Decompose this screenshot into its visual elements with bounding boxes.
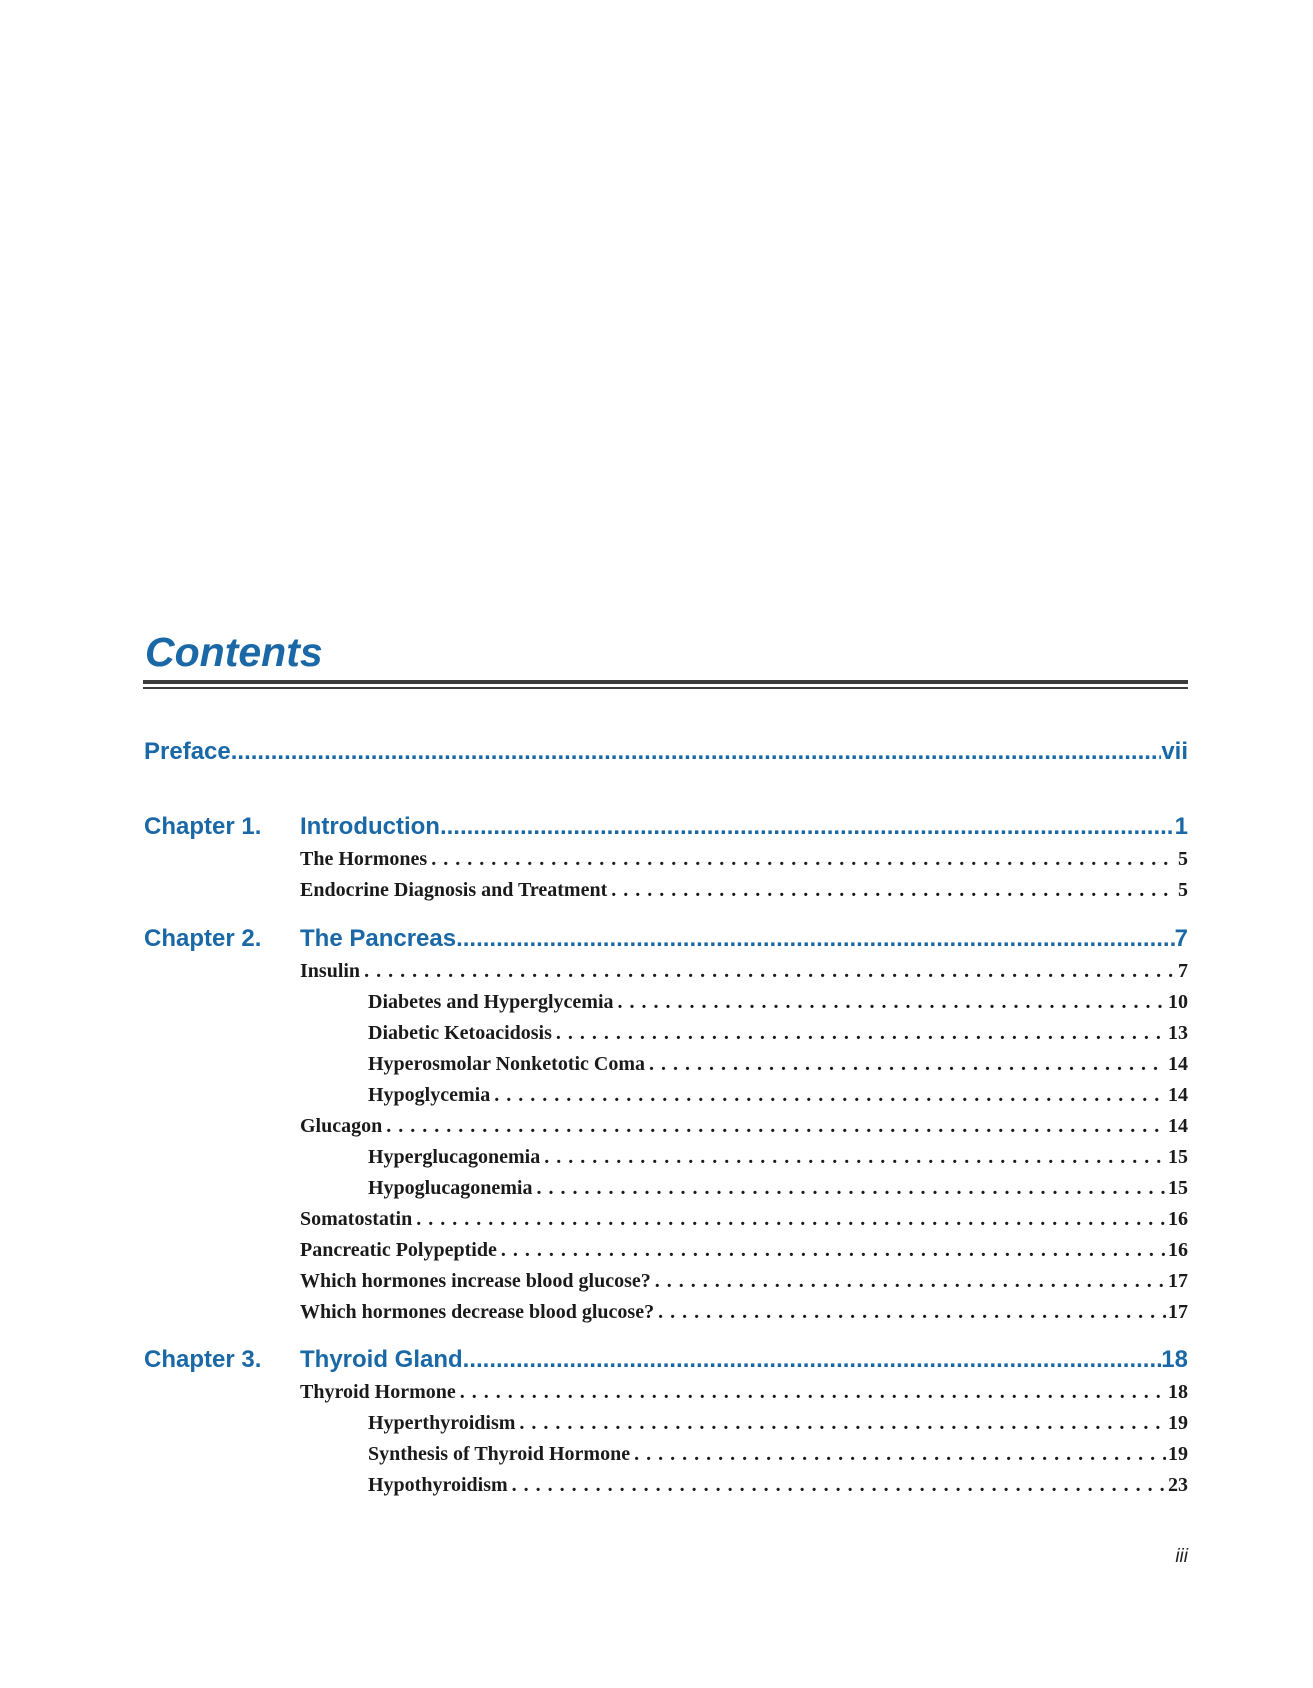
dot-leader (519, 1410, 1166, 1436)
toc-chapter-1[interactable] (300, 812, 1188, 842)
dot-leader (431, 846, 1176, 872)
dot-leader (501, 1237, 1166, 1263)
chapter-2-page: 7 (1174, 925, 1188, 952)
dot-leader (416, 1206, 1166, 1232)
toc-entry-page: 15 (1168, 1146, 1188, 1168)
toc-entry[interactable] (300, 1113, 1188, 1139)
toc-entry-label: Pancreatic Polypeptide (300, 1239, 497, 1261)
toc-entry-page: 19 (1168, 1443, 1188, 1465)
page-title: Contents (145, 629, 323, 675)
dot-leader (634, 1441, 1166, 1467)
toc-entry[interactable] (300, 846, 1188, 872)
toc-entry-page: 15 (1168, 1177, 1188, 1199)
chapter-3-number: Chapter 3. (144, 1346, 262, 1373)
toc-entry-label: Hypoglycemia (368, 1084, 491, 1106)
toc-entry-label: Thyroid Hormone (300, 1381, 456, 1403)
toc-entry[interactable] (368, 1082, 1188, 1108)
toc-entry-page: 5 (1178, 848, 1188, 870)
chapter-1-page: 1 (1174, 813, 1188, 840)
toc-entry[interactable] (300, 1299, 1188, 1325)
toc-preface-label: Preface (144, 738, 231, 765)
toc-entry[interactable] (368, 1051, 1188, 1077)
toc-entry[interactable] (368, 1472, 1188, 1498)
toc-entry[interactable] (300, 1206, 1188, 1232)
toc-entry[interactable] (368, 1020, 1188, 1046)
toc-entry[interactable] (368, 1441, 1188, 1467)
chapter-1-title: Introduction (300, 813, 440, 840)
toc-entry[interactable] (300, 1268, 1188, 1294)
dot-leader (440, 812, 1175, 842)
dot-leader (658, 1299, 1166, 1325)
dot-leader (544, 1144, 1166, 1170)
toc-entry-page: 14 (1168, 1053, 1188, 1075)
toc-entry-label: Hypothyroidism (368, 1474, 508, 1496)
toc-entry[interactable] (300, 877, 1188, 903)
dot-leader (556, 1020, 1166, 1046)
chapter-3-title: Thyroid Gland (300, 1346, 463, 1373)
toc-entry-label: Glucagon (300, 1115, 383, 1137)
toc-entry-label: Synthesis of Thyroid Hormone (368, 1443, 631, 1465)
toc-entry[interactable] (368, 989, 1188, 1015)
toc-entry-page: 18 (1168, 1381, 1188, 1403)
chapter-2-title: The Pancreas (300, 925, 457, 952)
toc-entry-label: Somatostatin (300, 1208, 413, 1230)
toc-preface-page: vii (1161, 738, 1188, 765)
toc-entry-label: Diabetic Ketoacidosis (368, 1022, 552, 1044)
toc-entry-label: Hyperosmolar Nonketotic Coma (368, 1053, 646, 1075)
toc-entry-label: The Hormones (300, 848, 428, 870)
toc-entry-label: Hypoglucagonemia (368, 1177, 533, 1199)
toc-entry[interactable] (300, 1237, 1188, 1263)
dot-leader (456, 924, 1175, 954)
toc-entry-label: Hyperglucagonemia (368, 1146, 541, 1168)
title-rule-thin (143, 687, 1188, 689)
dot-leader (536, 1175, 1166, 1201)
title-rule-thick (143, 680, 1188, 684)
dot-leader (494, 1082, 1166, 1108)
toc-entry-page: 14 (1168, 1084, 1188, 1106)
toc-entry-page: 10 (1168, 991, 1188, 1013)
toc-entry-label: Endocrine Diagnosis and Treatment (300, 879, 608, 901)
dot-leader (655, 1268, 1166, 1294)
toc-entry-page: 17 (1168, 1270, 1188, 1292)
chapter-3-page: 18 (1161, 1346, 1188, 1373)
dot-leader (460, 1379, 1166, 1405)
dot-leader (618, 989, 1166, 1015)
toc-entry-label: Insulin (300, 960, 361, 982)
toc-entry[interactable] (300, 958, 1188, 984)
toc-entry-page: 16 (1168, 1208, 1188, 1230)
toc-entry-label: Which hormones decrease blood glucose? (300, 1301, 655, 1323)
toc-entry[interactable] (300, 1379, 1188, 1405)
dot-leader (649, 1051, 1166, 1077)
toc-entry-label: Hyperthyroidism (368, 1412, 516, 1434)
dot-leader (386, 1113, 1166, 1139)
toc-entry-page: 19 (1168, 1412, 1188, 1434)
dot-leader (512, 1472, 1166, 1498)
dot-leader (364, 958, 1176, 984)
toc-entry[interactable] (368, 1175, 1188, 1201)
dot-leader (611, 877, 1176, 903)
dot-leader (231, 737, 1162, 767)
toc-entry-label: Diabetes and Hyperglycemia (368, 991, 614, 1013)
toc-entry[interactable] (368, 1144, 1188, 1170)
toc-entry-page: 5 (1178, 879, 1188, 901)
chapter-1-number: Chapter 1. (144, 813, 262, 840)
toc-entry-page: 13 (1168, 1022, 1188, 1044)
toc-entry-label: Which hormones increase blood glucose? (300, 1270, 651, 1292)
toc-preface[interactable] (144, 737, 1188, 767)
page-number: iii (1175, 1546, 1188, 1567)
chapter-2-number: Chapter 2. (144, 925, 262, 952)
toc-entry-page: 7 (1178, 960, 1188, 982)
toc-chapter-3[interactable] (300, 1345, 1188, 1375)
toc-entry-page: 23 (1168, 1474, 1188, 1496)
toc-entry-page: 16 (1168, 1239, 1188, 1261)
toc-chapter-2[interactable] (300, 924, 1188, 954)
toc-entry-page: 14 (1168, 1115, 1188, 1137)
dot-leader (463, 1345, 1162, 1375)
toc-entry[interactable] (368, 1410, 1188, 1436)
toc-entry-page: 17 (1168, 1301, 1188, 1323)
